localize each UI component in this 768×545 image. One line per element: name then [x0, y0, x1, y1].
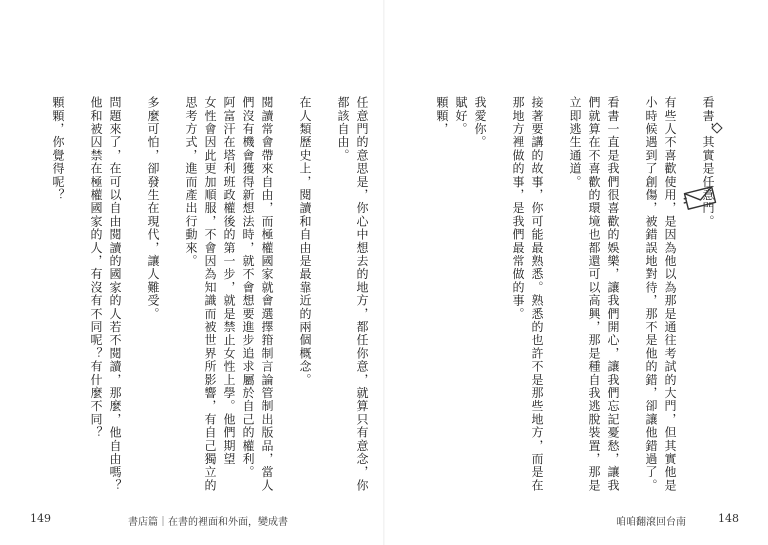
left-line: 思考方式，進而產出行動來。	[184, 96, 198, 268]
right-line: 接著要講的故事，你可能最熟悉。熟悉的也許不是那些地方，而是在	[530, 96, 544, 492]
right-page-text	[432, 96, 717, 492]
left-line: 阿富汗在塔利班政權後的第一步，就是禁止女性上學。他們期望	[222, 96, 236, 466]
left-line: 們沒有機會獲得新想法時，就不會想要進步追求屬於自己的權利。	[241, 96, 255, 479]
page-gutter	[383, 0, 385, 545]
left-line: 閱讀常會帶來自由，而極權國家就會選擇箝制言論管制出版品，當人	[260, 96, 274, 492]
left-line: 女性會因此更加順服，不會因為知識而被世界所影響，有自己獨立的	[203, 96, 217, 492]
right-line: 立即逃生通道。	[568, 96, 582, 189]
envelope-icon	[682, 186, 718, 210]
right-line: 我愛你。	[473, 96, 487, 149]
right-running-title: 咱咱翻滾回台南	[616, 517, 686, 528]
left-line: 他和被囚禁在極權國家的人，有沒有不同呢？有什麼不同？	[89, 96, 103, 440]
right-line: 小時候遇到了創傷，被錯誤地對待，那不是他的錯，卻讓他錯過了。	[644, 96, 658, 492]
left-running-title: 書店篇｜在書的裡面和外面，變成書	[128, 517, 288, 528]
left-line: 問題來了，在可以自由閱讀的國家的人若不閱讀，那麼，他自由嗎？	[108, 96, 122, 492]
left-line: 顆顆，你覺得呢？	[51, 96, 65, 202]
left-page-text	[48, 96, 371, 492]
right-line: 有些人不喜歡使用，是因為他以為那是通往考試的大門，但其實他是	[663, 96, 677, 492]
right-line: 看書，其實是任意門。	[701, 96, 715, 228]
left-line: 在人類歷史上，閱讀和自由是最靠近的兩個概念。	[298, 96, 312, 387]
left-line: 多麼可怕，卻發生在現代，讓人難受。	[146, 96, 160, 321]
right-line: 顆顆，	[435, 96, 449, 136]
right-line: 那地方裡做的事，是我們最常做的事。	[511, 96, 525, 321]
right-line: 們就算在不喜歡的環境也都還可以高興，那是種自我逃脫裝置，那是	[587, 96, 601, 492]
left-line: 都該自由。	[336, 96, 350, 162]
right-line: 看書一直是我們很喜歡的娛樂，讓我們開心，讓我們忘記憂愁，讓我	[606, 96, 620, 492]
left-page-number: 149	[30, 512, 51, 525]
left-line: 任意門的意思是，你心中想去的地方，都任你意，就算只有意念，你	[355, 96, 369, 492]
right-page-number: 148	[718, 512, 739, 525]
right-line: 賦好。	[454, 96, 468, 136]
